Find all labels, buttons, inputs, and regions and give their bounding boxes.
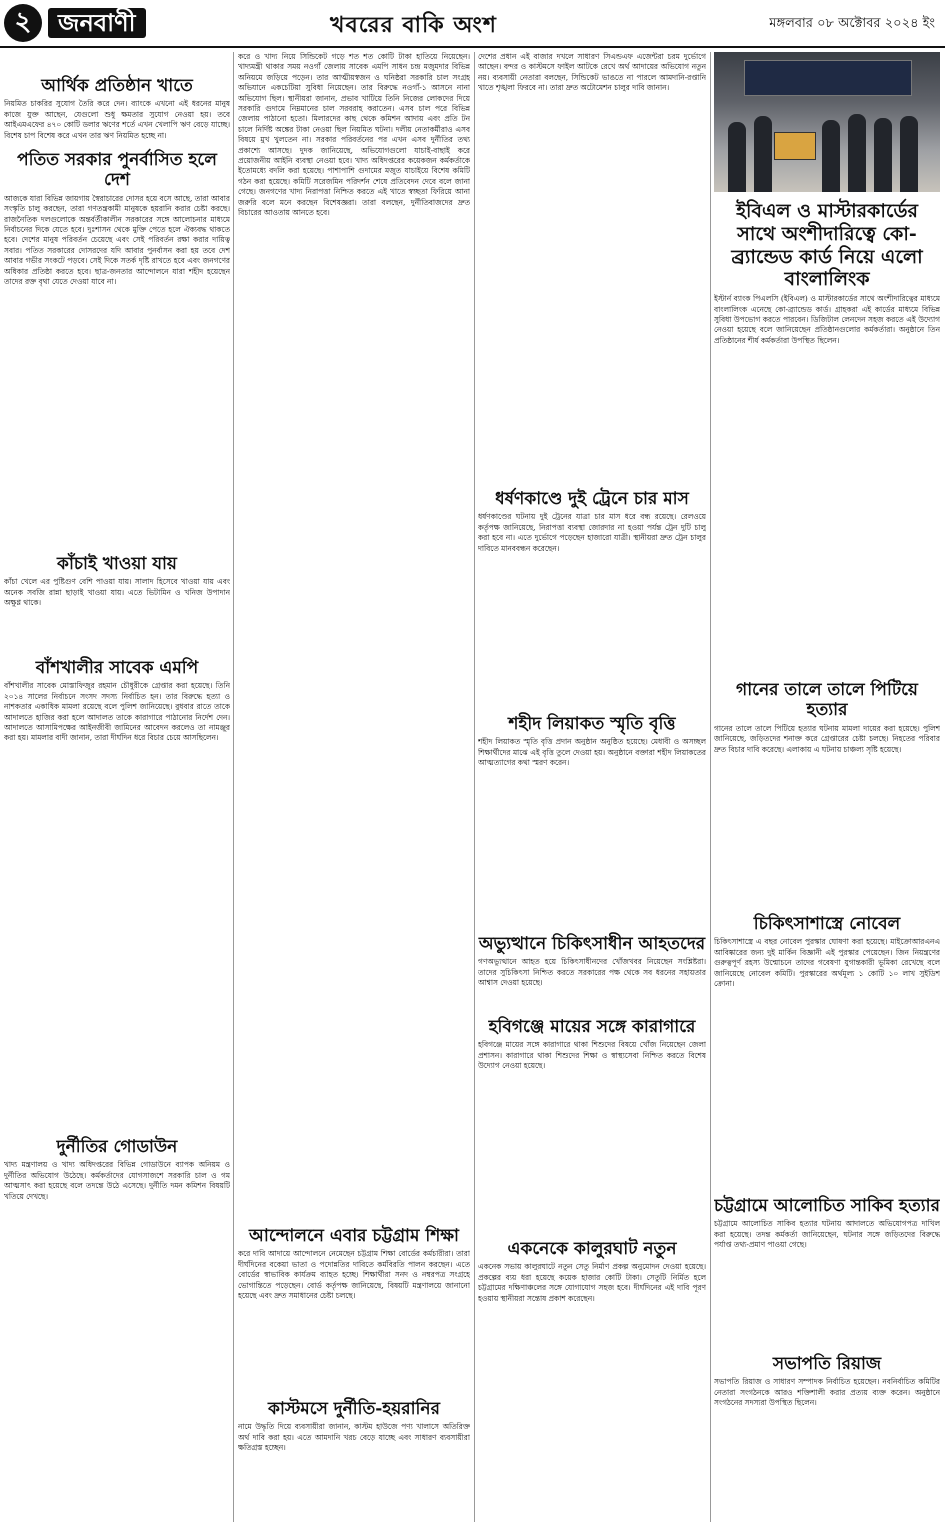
headline: কাস্টমসে দুর্নীতি-হয়রানির bbox=[268, 1399, 440, 1419]
article-body: একনেক সভায় কালুরঘাটে নতুন সেতু নির্মাণ প্রকল্প অনুমোদন দেওয়া হয়েছে। প্রকল্পের ব্যয় ধরা হয়েছে কয়েক হাজার কোটি টাকা। সেতুটি নির্মিত হলে চট্টগ্রামের দক্ষিণাঞ্চলের সঙ্গে যোগাযোগ সহজ হবে। দীর্ঘদিনের এই দাবি পূরণ হওয়ায় স্থানীয়রা সন্তোষ প্রকাশ করেছেন। bbox=[478, 1262, 706, 1303]
edition-number: ২ bbox=[4, 4, 42, 42]
headline: চট্টগ্রামে আলোচিত সাকিব হত্যার bbox=[714, 1196, 940, 1216]
headline: সভাপতি রিয়াজ bbox=[772, 1354, 882, 1374]
card-display bbox=[774, 132, 816, 160]
article-body: দেশের প্রধান এই বাজার দখলে সাধারণ সিএন্ডএফ এজেন্টরা চরম দুর্ভোগে আছেন। বন্দর ও কাস্টমসে ফাইল আটকে রেখে অর্থ আদায়ের অভিযোগ নতুন নয়। ব্যবসায়ী নেতারা বলছেন, সিন্ডিকেট ভাঙতে না পারলে আমদানি-রপ্তানি খাতে শৃঙ্খলা ফিরবে না। তারা দ্রুত অটোমেশন চালুর দাবি জানান। bbox=[478, 52, 706, 93]
article-body: চিকিৎসাশাস্ত্রে এ বছর নোবেল পুরস্কার ঘোষণা করা হয়েছে। মাইক্রোআরএনএ আবিষ্কারের জন্য দুই মার্কিন বিজ্ঞানী এই পুরস্কার পেয়েছেন। জিন নিয়ন্ত্রণের গুরুত্বপূর্ণ রহস্য উন্মোচনে তাদের গবেষণা যুগান্তকারী ভূমিকা রেখেছে বলে জানিয়েছে নোবেল কমিটি। পুরস্কারের অর্থমূল্য ১ কোটি ১০ লাখ সুইডিশ ক্রোনা। bbox=[714, 937, 940, 989]
headline: দুর্নীতির গোডাউন bbox=[56, 1137, 178, 1157]
article-body: আজকে যারা বিভিন্ন জায়গায় স্বৈরাচারের দোসর হয়ে বসে আছে, তারা আবার সংস্কৃতি চালু করছেন, তারা গণতন্ত্রকামী মানুষকে হয়রানি করার চেষ্টা করছে। রাজনৈতিক দলগুলোকে অন্তর্বর্তীকালীন সরকারের সঙ্গে আলোচনার মাধ্যমে নির্বাচনের দিকে যেতে হবে। দুঃশাসন থেকে মুক্তি পেতে হলে ঐক্যবদ্ধ থাকতে হবে। দেশের মানুষ পরিবর্তন চেয়েছে এবং সেই পরিবর্তন রক্ষা করার দায়িত্ব সবার। পতিত সরকারের দোসরদের যদি আবার পুনর্বাসন করা হয় তবে দেশ আবার গভীর সংকটে পড়বে। সেই দিকে সতর্ক দৃষ্টি রাখতে হবে এবং জনগণের অধিকার প্রতিষ্ঠা করতে হবে। ছাত্র-জনতার আন্দোলনে যারা শহীদ হয়েছেন তাদের রক্ত বৃথা যেতে দেওয়া যাবে না। bbox=[4, 193, 230, 287]
article-body: হবিগঞ্জে মায়ের সঙ্গে কারাগারে থাকা শিশুদের বিষয়ে খোঁজ নিয়েছেন জেলা প্রশাসন। কারাগারে থাকা শিশুদের শিক্ষা ও স্বাস্থ্যসেবা নিশ্চিত করতে বিশেষ উদ্যোগ নেওয়া হয়েছে। bbox=[478, 1040, 706, 1071]
article-body: নিয়মিত চাকরির সুযোগ তৈরি করে দেন। ব্যাংকে এখনো এই ধরনের মানুষ কাজে যুক্ত আছেন, যেগুলো শুধু ক্ষমতার সুযোগ নেওয়া হয়। তবে আইএমএফের ৪৭০ কোটি ডলার ঋণের শর্তে এখন খেলাপি ঋণ বেড়ে যাচ্ছে। বিশেষ চাপ বিশেষ করে এখন তার ঋণ নিয়মিত হচ্ছে না। bbox=[4, 99, 230, 140]
person bbox=[874, 118, 892, 192]
article-liakat-scholarship bbox=[478, 712, 706, 892]
column-3 bbox=[478, 52, 706, 1522]
article-body: বাঁশখালীর সাবেক মোস্তাফিজুর রহমান চৌধুরীকে গ্রেপ্তার করা হয়েছে। তিনি ২০১৪ সালের নির্বাচনে সংসদ সদস্য নির্বাচিত হন। তার বিরুদ্ধে হত্যা ও নাশকতার একাধিক মামলা রয়েছে বলে পুলিশ জানিয়েছে। বুধবার রাতে তাকে আদালতে হাজির করা হলে আদালত তাকে কারাগারে পাঠানোর নির্দেশ দেন। আদালতে আসামিপক্ষের আইনজীবী জামিনের আবেদন করলেও তা নামঞ্জুর করা হয়। মামলার বাদী জানান, তারা দীর্ঘদিন ধরে বিচার চেয়ে আসছিলেন। bbox=[4, 681, 230, 743]
headline: শহীদ লিয়াকত স্মৃতি বৃত্তি bbox=[508, 714, 676, 734]
headline: ধর্ষণকাণ্ডে দুই ট্রেনে চার মাস bbox=[495, 489, 689, 509]
article-body: করে দাবি আদায়ে আন্দোলনে নেমেছেন চট্টগ্রাম শিক্ষা বোর্ডের কর্মচারীরা। তারা দীর্ঘদিনের বকেয়া ভাতা ও পদোন্নতির দাবিতে কর্মবিরতি পালন করছেন। এতে বোর্ডের স্বাভাবিক কার্যক্রম ব্যাহত হচ্ছে। শিক্ষার্থীরা সনদ ও নম্বরপত্র সংগ্রহে ভোগান্তিতে পড়েছেন। বোর্ড কর্তৃপক্ষ জানিয়েছে, বিষয়টি মন্ত্রণালয়ে জানানো হয়েছে এবং দ্রুত সমাধানের চেষ্টা চলছে। bbox=[238, 1249, 470, 1301]
person bbox=[822, 120, 840, 192]
headline: আন্দোলনে এবার চট্টগ্রাম শিক্ষা bbox=[249, 1226, 459, 1246]
issue-date: মঙ্গলবার ০৮ অক্টোবর ২০২৪ ইং bbox=[769, 16, 935, 31]
headline: একনেকে কালুরঘাট নতুন bbox=[507, 1239, 677, 1259]
article-body: নামে উদ্ধৃতি দিয়ে ব্যবসায়ীরা জানান, কাস্টম হাউজে পণ্য খালাসে অতিরিক্ত অর্থ দাবি করা হয়। এতে আমদানি খরচ বেড়ে যাচ্ছে এবং সাধারণ ব্যবসায়ীরা ক্ষতিগ্রস্ত হচ্ছেন। bbox=[238, 1422, 470, 1453]
headline: চিকিৎসাশাস্ত্রে নোবেল bbox=[753, 914, 901, 934]
headline: গানের তালে তালে পিটিয়ে হত্যার bbox=[736, 680, 918, 721]
person bbox=[900, 116, 918, 192]
headline: অভ্যুত্থানে চিকিৎসাধীন আহতদের bbox=[478, 934, 706, 954]
column-divider bbox=[710, 52, 711, 1522]
article-raw-eating bbox=[4, 552, 230, 662]
article-body: সভাপতি রিয়াজ ও সাধারণ সম্পাদক নির্বাচিত হয়েছেন। নবনির্বাচিত কমিটির নেতারা সংগঠনকে আরও শক্তিশালী করার প্রত্যয় ব্যক্ত করেন। অনুষ্ঠানে সংগঠনের সদস্যরা উপস্থিত ছিলেন। bbox=[714, 1377, 940, 1408]
column-divider bbox=[474, 52, 475, 1522]
article-body: গণঅভ্যুত্থানে আহত হয়ে চিকিৎসাধীনদের খোঁজখবর নিয়েছেন সংশ্লিষ্টরা। তাদের সুচিকিৎসা নিশ্চিত করতে সরকারের পক্ষ থেকে সব ধরনের সহায়তার আশ্বাস দেওয়া হয়েছে। bbox=[478, 957, 706, 988]
column-divider bbox=[233, 52, 234, 1522]
column-4 bbox=[714, 52, 940, 1522]
article-song-beating bbox=[714, 678, 940, 878]
article-sakib-murder bbox=[714, 1194, 940, 1344]
article-customs-corruption bbox=[238, 1397, 470, 1522]
person bbox=[728, 122, 746, 192]
headline: হবিগঞ্জে মায়ের সঙ্গে কারাগারে bbox=[488, 1017, 696, 1037]
article-body: কাঁচা খেলে এর পুষ্টিগুণ বেশি পাওয়া যায়। সালাদ হিসেবে খাওয়া যায় এবং অনেক সবজি রান্না ছাড়াই খাওয়া যায়। এতে ভিটামিন ও খনিজ উপাদান অক্ষুণ্ণ থাকে। bbox=[4, 577, 230, 608]
headline: বাঁশখালীর সাবেক এমপি bbox=[35, 658, 199, 678]
page-title: খবরের বাকি অংশ bbox=[330, 12, 497, 38]
article-banglalink-card bbox=[714, 198, 940, 673]
headline: আর্থিক প্রতিষ্ঠান খাতে bbox=[41, 76, 193, 96]
person bbox=[754, 116, 772, 192]
stage-banner bbox=[744, 60, 912, 96]
article-medicine-nobel bbox=[714, 912, 940, 1242]
headline: কাঁচাই খাওয়া যায় bbox=[57, 554, 177, 574]
article-continuation bbox=[238, 52, 470, 1202]
article-body: চট্টগ্রামে আলোচিত সাকিব হত্যার ঘটনায় আদালতে অভিযোগপত্র দাখিল করা হয়েছে। তদন্ত কর্মকর্তা জানিয়েছেন, ঘটনার সঙ্গে জড়িতদের বিরুদ্ধে পর্যাপ্ত তথ্য-প্রমাণ পাওয়া গেছে। bbox=[714, 1219, 940, 1250]
article-body: ইস্টার্ন ব্যাংক পিএলসি (ইবিএল) ও মাস্টারকার্ডের সাথে অংশীদারিত্বের মাধ্যমে বাংলালিংক এনেছে কো-ব্র্যান্ডেড কার্ড। গ্রাহকরা এই কার্ডের মাধ্যমে বিভিন্ন সুবিধা উপভোগ করতে পারবেন। ডিজিটাল লেনদেন সহজ করতে এই উদ্যোগ নেওয়া হয়েছে বলে জানিয়েছেন প্রতিষ্ঠানগুলোর কর্মকর্তারা। অনুষ্ঠানে তিন প্রতিষ্ঠানের শীর্ষ কর্মকর্তারা উপস্থিত ছিলেন। bbox=[714, 294, 940, 345]
column-2 bbox=[238, 52, 470, 1522]
article-body: গানের তালে তালে পিটিয়ে হত্যার ঘটনায় মামলা দায়ের করা হয়েছে। পুলিশ জানিয়েছে, জড়িতদের শনাক্ত করে গ্রেপ্তারের চেষ্টা চলছে। নিহতের পরিবার দ্রুত বিচার দাবি করেছে। এলাকায় এ ঘটনায় চাঞ্চল্য সৃষ্টি হয়েছে। bbox=[714, 723, 940, 754]
article-customs-continuation bbox=[478, 52, 706, 482]
article-body: খাদ্য মন্ত্রণালয় ও খাদ্য অধিদপ্তরের বিভিন্ন গোডাউনে ব্যাপক অনিয়ম ও দুর্নীতির অভিযোগ উঠেছে। কর্মকর্তাদের যোগসাজশে সরকারি চাল ও গম আত্মসাৎ করা হয়েছে বলে তদন্তে উঠে এসেছে। দুর্নীতি দমন কমিশন বিষয়টি খতিয়ে দেখছে। bbox=[4, 1160, 230, 1201]
event-photo bbox=[714, 52, 940, 192]
article-president-riaz bbox=[714, 1352, 940, 1517]
article-corruption-godown bbox=[4, 1135, 230, 1515]
article-body: ধর্ষণকাণ্ডের ঘটনায় দুই ট্রেনের যাত্রা চার মাস ধরে বন্ধ রয়েছে। রেলওয়ে কর্তৃপক্ষ জানিয়েছে, নিরাপত্তা ব্যবস্থা জোরদার না হওয়া পর্যন্ত ট্রেন দুটি চালু করা হবে না। এতে দুর্ভোগে পড়েছেন হাজারো যাত্রী। স্থানীয়রা দ্রুত ট্রেন চালুর দাবিতে মানববন্ধন করেছেন। bbox=[478, 512, 706, 553]
article-banshkhali-mp bbox=[4, 656, 230, 1086]
masthead bbox=[0, 0, 945, 48]
headline: ইবিএল ও মাস্টারকার্ডের সাথে অংশীদারিত্বে কো-ব্র্যান্ডেড কার্ড নিয়ে এলো বাংলালিংক bbox=[731, 200, 923, 291]
article-habiganj-prison bbox=[478, 1015, 706, 1235]
article-body: শহীদ লিয়াকত স্মৃতি বৃত্তি প্রদান অনুষ্ঠান অনুষ্ঠিত হয়েছে। মেধাবী ও অসচ্ছল শিক্ষার্থীদের মাঝে এই বৃত্তি তুলে দেওয়া হয়। অনুষ্ঠানে বক্তারা শহীদ লিয়াকতের আত্মত্যাগের কথা স্মরণ করেন। bbox=[478, 737, 706, 768]
paper-name-logo: জনবাণী bbox=[48, 8, 146, 38]
article-kalurghat-bridge bbox=[478, 1237, 706, 1522]
headline: পতিত সরকার পুনর্বাসিত হলে দেশ bbox=[17, 150, 217, 191]
article-body: করে ও খাদ্য নিয়ে সিন্ডিকেট গড়ে শত শত কোটি টাকা হাতিয়ে নিয়েছেন। খাদ্যমন্ত্রী থাকার সময় নওগাঁ জেলায় সাবেক এমপি সাধন চন্দ্র মজুমদার বিভিন্ন অনিয়মে জড়িয়ে পড়েন। তার আত্মীয়স্বজন ও ঘনিষ্ঠরা সরকারি চাল সংগ্রহ অভিযানে একচেটিয়া সুবিধা নিয়েছেন। তার বিরুদ্ধে নওগাঁ-১ আসনে নানা অভিযোগ ছিল। স্থানীয়রা জানান, প্রভাব খাটিয়ে তিনি নিজের লোকদের দিয়ে সরকারি গুদামে নিম্নমানের চাল সরবরাহ করাতেন। এসব চাল পরে বিভিন্ন জেলায় পাঠানো হতো। মিলারদের কাছ থেকে কমিশন আদায় এবং প্রতি টন চালে নির্দিষ্ট অঙ্কের টাকা নেওয়া ছিল নিয়মিত ঘটনা। দলীয় নেতাকর্মীরাও এসব বিষয়ে মুখ খুলতেন না। সরকার পরিবর্তনের পর এখন এসব দুর্নীতির তথ্য প্রকাশ্যে আসছে। দুদক জানিয়েছে, অভিযোগগুলো যাচাই-বাছাই করে প্রয়োজনীয় আইনি ব্যবস্থা নেওয়া হবে। খাদ্য অধিদপ্তরের কয়েকজন কর্মকর্তাকে ইতোমধ্যে বদলি করা হয়েছে। পাশাপাশি গুদামের মজুত যাচাইয়ে বিশেষ কমিটি গঠন করা হয়েছে। কমিটি সরেজমিন পরিদর্শন শেষে প্রতিবেদন দেবে বলে জানা গেছে। জনগণের খাদ্য নিরাপত্তা নিশ্চিত করতে এই খাতে স্বচ্ছতা ফিরিয়ে আনা জরুরি বলে মনে করছেন বিশেষজ্ঞরা। তারা বলছেন, দুর্নীতিবাজদের দ্রুত বিচারের আওতায় আনতে হবে। bbox=[238, 52, 470, 218]
column-1 bbox=[4, 52, 230, 1522]
article-fallen-government bbox=[4, 148, 230, 448]
article-chattogram-education bbox=[238, 1224, 470, 1374]
person bbox=[848, 114, 866, 192]
